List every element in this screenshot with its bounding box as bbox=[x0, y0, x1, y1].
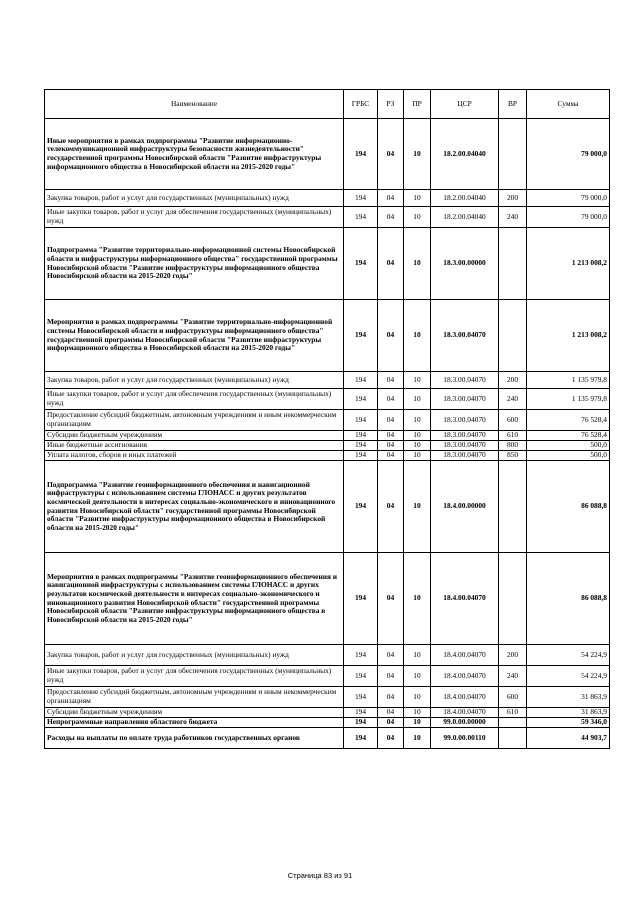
row-vr: 240 bbox=[499, 666, 527, 687]
row-sum: 44 903,7 bbox=[527, 728, 610, 749]
row-csr: 99.0.00.00110 bbox=[431, 728, 499, 749]
table-row bbox=[45, 389, 610, 410]
row-name: Уплата налогов, сборов и иных платежей bbox=[45, 451, 344, 461]
row-vr: 200 bbox=[499, 190, 527, 207]
row-pr: 10 bbox=[404, 207, 431, 228]
row-rz: 04 bbox=[378, 300, 404, 372]
row-name: Иные мероприятия в рамках подпрограммы "Развитие информационно-телекоммуникационной инфраструктуры безопасности жизнедеятельности" государственной программы Новосибирской области "Развитие инфраструктуры информационного общества в Новосибирской области на 2015-2020 годы" bbox=[45, 119, 344, 190]
row-vr bbox=[499, 728, 527, 749]
row-name: Расходы на выплаты по оплате труда работников государственных органов bbox=[45, 728, 344, 749]
row-csr: 18.3.00.04070 bbox=[431, 451, 499, 461]
row-vr: 240 bbox=[499, 207, 527, 228]
table-row bbox=[45, 300, 610, 372]
table-row bbox=[45, 728, 610, 749]
row-sum: 76 528,4 bbox=[527, 431, 610, 441]
row-sum: 76 528,4 bbox=[527, 410, 610, 431]
row-sum: 54 224,9 bbox=[527, 666, 610, 687]
row-vr: 850 bbox=[499, 451, 527, 461]
row-csr: 18.4.00.04070 bbox=[431, 645, 499, 666]
budget-table bbox=[44, 89, 610, 749]
row-rz: 04 bbox=[378, 410, 404, 431]
row-sum: 31 863,9 bbox=[527, 687, 610, 708]
row-grbs: 194 bbox=[344, 553, 378, 645]
row-sum: 31 863,9 bbox=[527, 708, 610, 718]
row-name: Подпрограмма "Развитие территориально-информационной системы Новосибирской области и инфраструктуры информационного общества" государственной программы Новосибирской области "Развитие инфраструктуры информационного общества Новосибирской области на 2015-2020 годы" bbox=[45, 228, 344, 300]
row-pr: 10 bbox=[404, 728, 431, 749]
table-row bbox=[45, 410, 610, 431]
row-pr: 10 bbox=[404, 228, 431, 300]
header-name: Наименование bbox=[45, 90, 344, 119]
row-grbs: 194 bbox=[344, 728, 378, 749]
table-row bbox=[45, 718, 610, 728]
row-grbs: 194 bbox=[344, 119, 378, 190]
row-grbs: 194 bbox=[344, 666, 378, 687]
table-row bbox=[45, 431, 610, 441]
row-sum: 1 135 979,8 bbox=[527, 372, 610, 389]
row-grbs: 194 bbox=[344, 441, 378, 451]
row-csr: 18.4.00.04070 bbox=[431, 666, 499, 687]
row-grbs: 194 bbox=[344, 687, 378, 708]
row-csr: 18.3.00.04070 bbox=[431, 300, 499, 372]
row-name: Иные закупки товаров, работ и услуг для обеспечения государственных (муниципальных) нужд bbox=[45, 389, 344, 410]
row-grbs: 194 bbox=[344, 228, 378, 300]
row-sum: 1 213 008,2 bbox=[527, 228, 610, 300]
row-csr: 99.0.00.00000 bbox=[431, 718, 499, 728]
row-sum: 500,0 bbox=[527, 441, 610, 451]
row-csr: 18.4.00.04070 bbox=[431, 708, 499, 718]
row-name: Мероприятия в рамках подпрограммы "Развитие территориально-информационной системы Новосибирской области и инфраструктуры информационного общества" государственной программы Новосибирской области "Развитие инфраструктуры информационного общества в Новосибирской области на 2015-2020 годы" bbox=[45, 300, 344, 372]
table-row bbox=[45, 461, 610, 553]
row-name: Иные закупки товаров, работ и услуг для обеспечения государственных (муниципальных) нужд bbox=[45, 207, 344, 228]
header-pr: ПР bbox=[404, 90, 431, 119]
row-grbs: 194 bbox=[344, 300, 378, 372]
row-vr: 600 bbox=[499, 687, 527, 708]
row-grbs: 194 bbox=[344, 389, 378, 410]
row-sum: 86 088,8 bbox=[527, 461, 610, 553]
table-row bbox=[45, 119, 610, 190]
row-name: Предоставление субсидий бюджетным, автономным учреждениям и иным некоммерческим организациям bbox=[45, 410, 344, 431]
row-rz: 04 bbox=[378, 451, 404, 461]
table-row bbox=[45, 441, 610, 451]
table-body bbox=[45, 119, 610, 749]
table-row bbox=[45, 553, 610, 645]
row-name: Иные закупки товаров, работ и услуг для обеспечения государственных (муниципальных) нужд bbox=[45, 666, 344, 687]
row-rz: 04 bbox=[378, 718, 404, 728]
row-rz: 04 bbox=[378, 228, 404, 300]
header-sum: Сумма bbox=[527, 90, 610, 119]
row-rz: 04 bbox=[378, 119, 404, 190]
row-pr: 10 bbox=[404, 461, 431, 553]
row-rz: 04 bbox=[378, 207, 404, 228]
row-sum: 1 213 008,2 bbox=[527, 300, 610, 372]
row-sum: 86 088,8 bbox=[527, 553, 610, 645]
row-sum: 500,0 bbox=[527, 451, 610, 461]
header-rz: РЗ bbox=[378, 90, 404, 119]
row-rz: 04 bbox=[378, 708, 404, 718]
header-vr: ВР bbox=[499, 90, 527, 119]
row-sum: 1 135 979,8 bbox=[527, 389, 610, 410]
row-name: Мероприятия в рамках подпрограммы "Развитие геоинформационного обеспечения и навигационной инфраструктуры с использованием системы ГЛОНАСС и других результатов космической деятельности в интересах социально-экономического и инновационного развития Новосибирской области" государственной программы Новосибирской области "Развитие инфраструктуры информационного общества в Новосибирской области на 2015-2020 годы" bbox=[45, 553, 344, 645]
row-pr: 10 bbox=[404, 553, 431, 645]
row-name: Закупка товаров, работ и услуг для государственных (муниципальных) нужд bbox=[45, 645, 344, 666]
row-vr: 240 bbox=[499, 389, 527, 410]
row-vr: 610 bbox=[499, 708, 527, 718]
row-sum: 59 346,0 bbox=[527, 718, 610, 728]
row-pr: 10 bbox=[404, 372, 431, 389]
row-rz: 04 bbox=[378, 372, 404, 389]
row-csr: 18.2.00.04040 bbox=[431, 190, 499, 207]
row-rz: 04 bbox=[378, 389, 404, 410]
row-vr bbox=[499, 228, 527, 300]
page-number: Страница 83 из 91 bbox=[287, 871, 353, 880]
row-csr: 18.4.00.00000 bbox=[431, 461, 499, 553]
row-rz: 04 bbox=[378, 553, 404, 645]
row-sum: 79 000,0 bbox=[527, 190, 610, 207]
row-pr: 10 bbox=[404, 451, 431, 461]
table-row bbox=[45, 228, 610, 300]
row-vr: 800 bbox=[499, 441, 527, 451]
table-row bbox=[45, 372, 610, 389]
row-name: Предоставление субсидий бюджетным, автономным учреждениям и иным некоммерческим организациям bbox=[45, 687, 344, 708]
row-name: Подпрограмма "Развитие геоинформационного обеспечения и навигационной инфраструктуры с использованием системы ГЛОНАСС и других результатов космической деятельности в интересах социально-экономического и инновационного развития Новосибирской области" государственной программы Новосибирской области "Развитие инфраструктуры информационного общества в Новосибирской области на 2015-2020 годы" bbox=[45, 461, 344, 553]
row-name: Субсидии бюджетным учреждениям bbox=[45, 708, 344, 718]
row-rz: 04 bbox=[378, 431, 404, 441]
row-vr bbox=[499, 553, 527, 645]
row-csr: 18.2.00.04040 bbox=[431, 207, 499, 228]
row-vr bbox=[499, 119, 527, 190]
row-pr: 10 bbox=[404, 718, 431, 728]
table-row bbox=[45, 708, 610, 718]
row-pr: 10 bbox=[404, 666, 431, 687]
table-row bbox=[45, 190, 610, 207]
row-csr: 18.3.00.00000 bbox=[431, 228, 499, 300]
row-csr: 18.3.00.04070 bbox=[431, 441, 499, 451]
row-vr bbox=[499, 300, 527, 372]
row-pr: 10 bbox=[404, 708, 431, 718]
row-pr: 10 bbox=[404, 431, 431, 441]
row-name: Закупка товаров, работ и услуг для государственных (муниципальных) нужд bbox=[45, 372, 344, 389]
row-rz: 04 bbox=[378, 645, 404, 666]
row-grbs: 194 bbox=[344, 708, 378, 718]
row-rz: 04 bbox=[378, 687, 404, 708]
row-csr: 18.3.00.04070 bbox=[431, 372, 499, 389]
row-name: Иные бюджетные ассигнования bbox=[45, 441, 344, 451]
row-rz: 04 bbox=[378, 728, 404, 749]
row-pr: 10 bbox=[404, 410, 431, 431]
row-csr: 18.4.00.04070 bbox=[431, 553, 499, 645]
table-row bbox=[45, 666, 610, 687]
row-rz: 04 bbox=[378, 461, 404, 553]
row-grbs: 194 bbox=[344, 410, 378, 431]
row-csr: 18.3.00.04070 bbox=[431, 431, 499, 441]
table-row bbox=[45, 207, 610, 228]
row-vr: 600 bbox=[499, 410, 527, 431]
row-rz: 04 bbox=[378, 666, 404, 687]
row-vr: 610 bbox=[499, 431, 527, 441]
row-pr: 10 bbox=[404, 645, 431, 666]
row-grbs: 194 bbox=[344, 431, 378, 441]
row-sum: 54 224,9 bbox=[527, 645, 610, 666]
table-header bbox=[45, 90, 610, 119]
row-vr bbox=[499, 718, 527, 728]
row-grbs: 194 bbox=[344, 461, 378, 553]
row-pr: 10 bbox=[404, 119, 431, 190]
row-name: Непрограммные направления областного бюджета bbox=[45, 718, 344, 728]
row-grbs: 194 bbox=[344, 718, 378, 728]
row-grbs: 194 bbox=[344, 190, 378, 207]
row-grbs: 194 bbox=[344, 645, 378, 666]
row-grbs: 194 bbox=[344, 372, 378, 389]
row-csr: 18.3.00.04070 bbox=[431, 389, 499, 410]
row-pr: 10 bbox=[404, 300, 431, 372]
row-sum: 79 000,0 bbox=[527, 119, 610, 190]
row-csr: 18.4.00.04070 bbox=[431, 687, 499, 708]
row-csr: 18.2.00.04040 bbox=[431, 119, 499, 190]
table-row bbox=[45, 645, 610, 666]
row-grbs: 194 bbox=[344, 207, 378, 228]
row-vr bbox=[499, 461, 527, 553]
row-rz: 04 bbox=[378, 441, 404, 451]
header-grbs: ГРБС bbox=[344, 90, 378, 119]
table-row bbox=[45, 451, 610, 461]
header-csr: ЦСР bbox=[431, 90, 499, 119]
row-name: Закупка товаров, работ и услуг для государственных (муниципальных) нужд bbox=[45, 190, 344, 207]
row-pr: 10 bbox=[404, 190, 431, 207]
row-pr: 10 bbox=[404, 441, 431, 451]
row-pr: 10 bbox=[404, 687, 431, 708]
row-vr: 200 bbox=[499, 372, 527, 389]
row-grbs: 194 bbox=[344, 451, 378, 461]
row-rz: 04 bbox=[378, 190, 404, 207]
row-vr: 200 bbox=[499, 645, 527, 666]
row-pr: 10 bbox=[404, 389, 431, 410]
row-csr: 18.3.00.04070 bbox=[431, 410, 499, 431]
row-name: Субсидии бюджетным учреждениям bbox=[45, 431, 344, 441]
table-row bbox=[45, 687, 610, 708]
row-sum: 79 000,0 bbox=[527, 207, 610, 228]
